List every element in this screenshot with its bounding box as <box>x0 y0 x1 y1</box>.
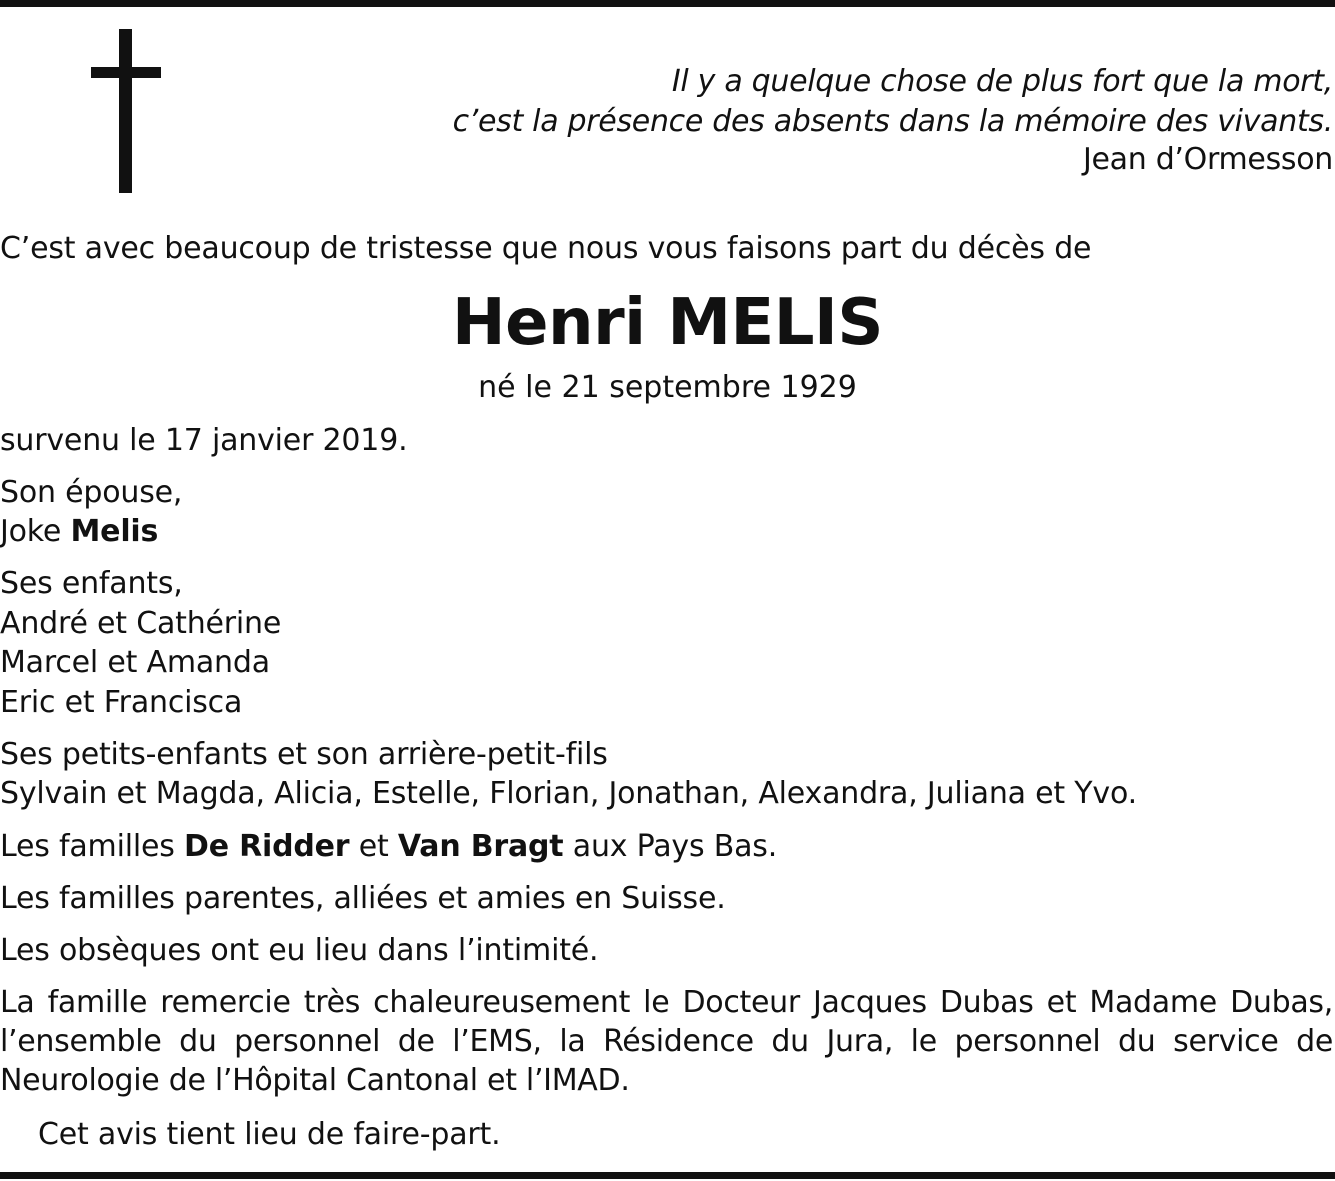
thanks-line-1: La famille remercie très chaleureusement le Docteur Jacques Dubas et Madame Dubas, <box>0 985 1333 1020</box>
spouse-name <box>0 512 158 551</box>
children-line-1: André et Cathérine <box>0 606 282 641</box>
closing-text: Cet avis tient lieu de faire-part. <box>38 1117 501 1152</box>
children-line-3: Eric et Francisca <box>0 685 243 720</box>
families-prefix: Les familles <box>0 829 175 864</box>
families-line <box>0 827 777 866</box>
families-conj: et <box>358 829 389 864</box>
children-heading: Ses enfants, <box>0 566 183 601</box>
death-date: survenu le 17 janvier 2019. <box>0 423 408 458</box>
family-van-bragt: Van Bragt <box>397 829 564 864</box>
cross-icon <box>91 29 161 193</box>
bottom-border-rule <box>0 1172 1335 1179</box>
intro-text: C’est avec beaucoup de tristesse que nous vous faisons part du décès de <box>0 231 1092 266</box>
grandchildren-heading: Ses petits-enfants et son arrière-petit-fils <box>0 737 608 772</box>
funeral-text: Les obsèques ont eu lieu dans l’intimité. <box>0 933 599 968</box>
spouse-first-name: Joke <box>0 514 62 549</box>
relatives-text: Les familles parentes, alliées et amies en Suisse. <box>0 881 726 916</box>
deceased-name: Henri MELIS <box>452 286 883 360</box>
families-suffix: aux Pays Bas. <box>572 829 778 864</box>
epigraph-line-2: c’est la présence des absents dans la mémoire des vivants. <box>452 104 1333 139</box>
thanks-line-2: l’ensemble du personnel de l’EMS, la Résidence du Jura, le personnel du service de <box>0 1024 1333 1059</box>
thanks-line-3: Neurologie de l’Hôpital Cantonal et l’IMAD. <box>0 1063 630 1098</box>
thanks-paragraph <box>0 983 1333 1100</box>
epigraph <box>453 62 1333 178</box>
epigraph-line-1: Il y a quelque chose de plus fort que la mort, <box>671 64 1333 99</box>
top-border-rule <box>0 0 1335 7</box>
grandchildren-names: Sylvain et Magda, Alicia, Estelle, Florian, Jonathan, Alexandra, Juliana et Yvo. <box>0 776 1137 811</box>
birth-date: né le 21 septembre 1929 <box>478 370 857 405</box>
spouse-last-name: Melis <box>70 514 159 549</box>
family-de-ridder: De Ridder <box>184 829 350 864</box>
epigraph-author: Jean d’Ormesson <box>1082 142 1333 177</box>
spouse-heading: Son épouse, <box>0 475 183 510</box>
children-line-2: Marcel et Amanda <box>0 645 270 680</box>
